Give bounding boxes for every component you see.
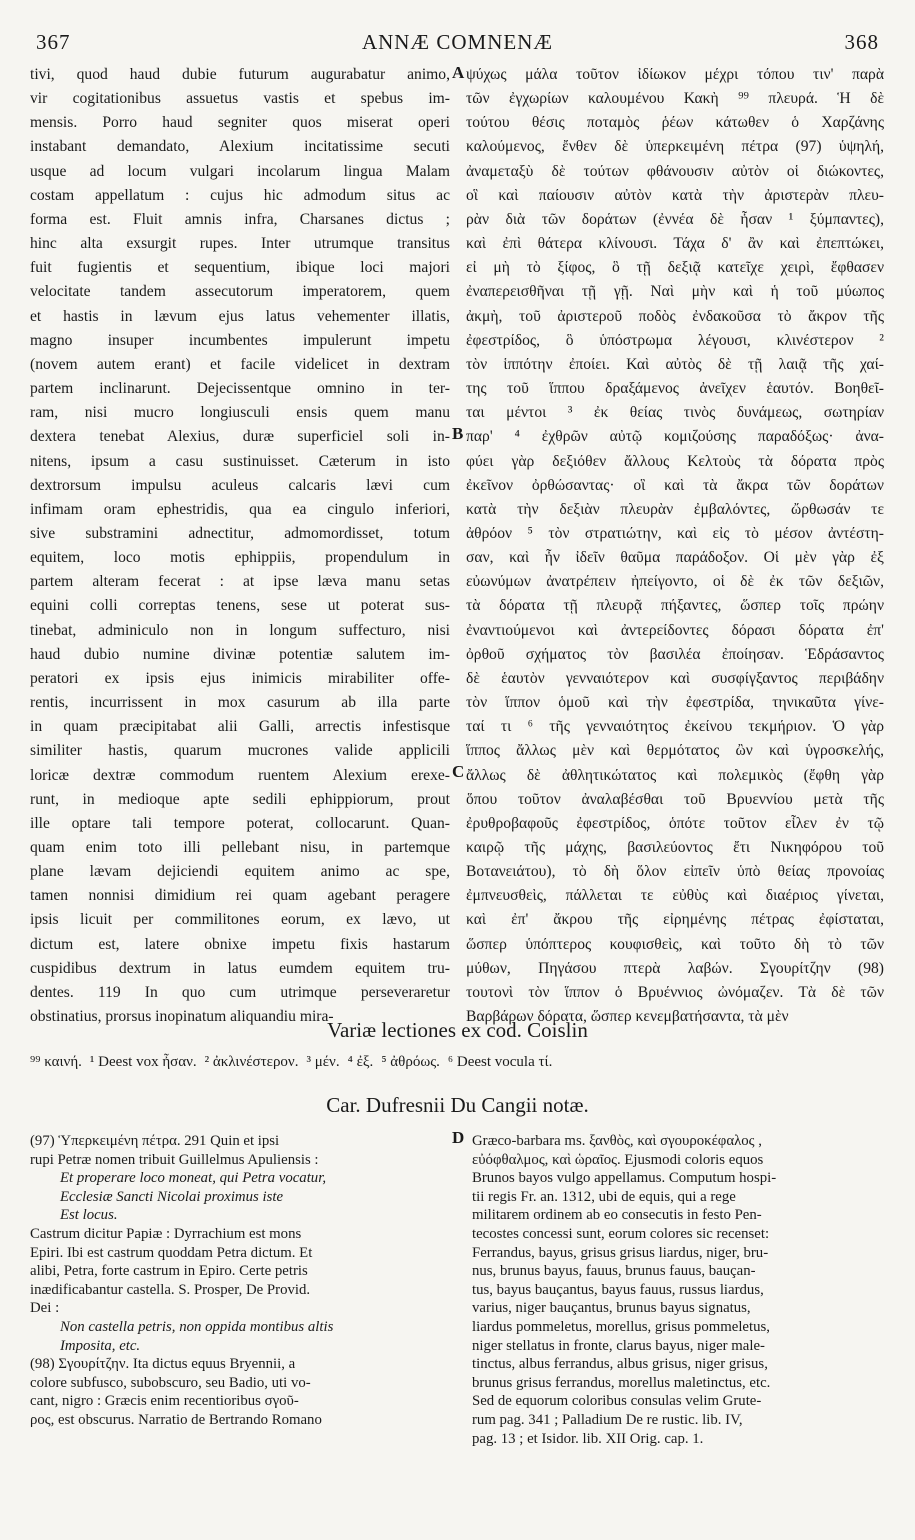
variant-reading: ⁴ ἐξ.: [347, 1054, 374, 1070]
latin-text-line: usque ad locum vulgari incolarum lingua Malam: [30, 162, 450, 180]
greek-text-line: ἀναμεταξὺ δὲ τούτων φθάνουσιν αὐτὸν οἱ διώκοντες,: [466, 162, 884, 180]
greek-text-line: φύει γὰρ δεξιόθεν ἄλλους Κελτοὺς τὰ δόρατα πρὸς: [466, 452, 884, 470]
greek-text-line: ὅπου τοῦτον ἀναλαβέσθαι τοῦ Βρυεννίου μετὰ τῆς: [466, 790, 884, 808]
latin-text-line: hinc alta exsurgit rupes. Inter utrumque transitus: [30, 235, 450, 253]
greek-text-line: Βοτανειάτου), τὸ δὴ ὅλον εἰπεῖν ὑπὸ θείας προνοίας: [466, 863, 884, 881]
note-line: niger stellatus in fronte, clarus bayus, niger male-: [472, 1337, 765, 1354]
greek-text-line: ἄλλως δὲ ἀθλητικώτατος καὶ πολεμικὸς (ἔφθη γὰρ: [466, 766, 884, 784]
note-line: Castrum dicitur Papiæ : Dyrrachium est mons: [30, 1225, 302, 1242]
greek-text-line: ται μέντοι ³ ἐκ θείας τινὸς δυνάμεως, σωτηρίαν: [466, 404, 884, 422]
latin-text-line: ipsis licuit per commilitones eorum, ex lævo, ut: [30, 911, 450, 929]
greek-text-line: τῶν ἐγχωρίων καλουμένου Κακὴ ⁹⁹ πλευρά. Ἡ δὲ: [466, 90, 884, 108]
greek-text-line: ἀθρόον ⁵ τὸν στρατιώτην, καὶ εἰς τὸ μέσον ἀντέστη-: [466, 524, 884, 542]
note-line: rupi Petræ nomen tribuit Guillelmus Apuliensis :: [30, 1151, 319, 1168]
latin-text-line: nitens, ipsum a casu sustinuisset. Cæterum in isto: [30, 452, 450, 470]
latin-text-line: tinebat, adminiculo non in longum suffecturo, nisi: [30, 621, 450, 639]
latin-text-line: et hastis in lævum ejus latus vehementer illatis,: [30, 307, 450, 325]
latin-text-column: [30, 63, 450, 1029]
note-line: (98) Σγουρίτζην. Ita dictus equus Bryennii, a: [30, 1356, 296, 1373]
latin-text-line: equini colli correptas tenens, sese ut poterat sus-: [30, 597, 450, 615]
greek-text-line: καὶ ἐπὶ θάτερα κλίνουσι. Τάχα δ' ἂν καὶ ἐπεπτώκει,: [466, 235, 884, 253]
greek-text-line: ταί τι ⁶ τῆς γενναιότητος ἐκείνου τεκμήριον. Ὁ γὰρ: [466, 718, 884, 736]
running-header: [36, 30, 879, 56]
page-number-right: 368: [844, 30, 879, 54]
greek-text-line: παρ' ⁴ ἐχθρῶν αὐτῷ κομιζούσης παραδόξως· ἀνα-: [466, 428, 884, 446]
note-line: tii regis Fr. an. 1312, ubi de equis, qui a rege: [472, 1188, 736, 1205]
latin-text-line: velocitate tandem assecutorum imperatorem, quem: [30, 283, 450, 301]
notes-left-column: [30, 1132, 448, 1430]
greek-text-line: ἐφεστρίδος, ὃ ὑπόστρωμα λέγουσι, κλινέστερον ²: [466, 331, 884, 349]
greek-text-line: ψύχως μάλα τοῦτον ἰδίωκον μέχρι τόπου τιν' παρὰ: [466, 66, 884, 83]
latin-text-line: rentis, incurrissent in mox casurum ab illa parte: [30, 694, 450, 712]
note-line: colore subfusco, subobscuro, seu Badio, uti vo-: [30, 1374, 311, 1391]
latin-text-line: runt, in medioque apte sedili ephippiorum, prout: [30, 790, 450, 808]
greek-text-line: ἐρυθροβαφοῦς ἐφεστρίδος, ὁπότε τοῦτον εἷλεν ἐν τῷ: [466, 814, 884, 832]
greek-text-column: [466, 63, 884, 1029]
variant-reading: ⁶ Deest vocula τί.: [447, 1054, 553, 1070]
variant-reading: ⁹⁹ καινή.: [30, 1054, 82, 1070]
latin-text-line: dentes. 119 In quo cum utrimque perseveraretur: [30, 983, 450, 1001]
note-line: Epiri. Ibi est castrum quoddam Petra dictum. Et: [30, 1244, 313, 1261]
greek-text-line: τὸν ἵππον ὁμοῦ καὶ τὴν ἐφεστρίδα, τηνικαῦτα γίνε-: [466, 694, 884, 712]
margin-marker-a: A: [452, 63, 465, 82]
latin-text-line: dictum est, latere obnixe impetu fixis hastarum: [30, 935, 450, 953]
note-line: nus, brunus bayus, fauus, brunus fauus, bauçan-: [472, 1263, 756, 1280]
latin-text-line: magno insuper incumbentes impulerunt impetu: [30, 331, 450, 349]
greek-text-line: καὶ ἐπ' ἄκρου τῆς εἰρημένης πέτρας ἐφίσταται,: [466, 911, 884, 929]
latin-text-line: partem alteram fecerat : at ipse læva manu setas: [30, 573, 450, 591]
greek-text-line: ἐκεῖνον ὀρθώσαντας· οἳ καὶ τὰ ἄκρα τῶν δοράτων: [466, 476, 884, 494]
latin-text-line: ram, nisi mucro longiusculi ensis quem manu: [30, 404, 450, 422]
note-line: Ecclesiæ Sancti Nicolai proximus iste: [60, 1188, 284, 1205]
note-line: pag. 13 ; et Isidor. lib. XII Orig. cap. 1.: [472, 1430, 704, 1447]
latin-text-line: costam appellatum : cujus hic admodum situs ac: [30, 186, 450, 204]
latin-text-line: obstinatius, prorsus inopinatum aliquandiu mira-: [30, 1008, 334, 1026]
greek-text-line: της τοῦ ἵππου δραξάμενος ἀνεῖχεν ἑαυτόν. Βοηθεῖ-: [466, 380, 884, 398]
margin-marker-d: D: [452, 1128, 465, 1147]
latin-text-line: (novem autem erant) et facile videlicet in dextram: [30, 355, 450, 373]
note-line: Est locus.: [60, 1207, 118, 1224]
note-line: (97) Ὑπερκειμένη πέτρα. 291 Quin et ipsi: [30, 1133, 280, 1149]
latin-text-line: dextera tenebat Alexius, duræ superficiel soli in-: [30, 428, 450, 446]
latin-text-line: loricæ dextræ commodum ruentem Alexium erexe-: [30, 766, 450, 784]
margin-marker-b: B: [452, 424, 464, 443]
latin-text-line: instabant demandato, Alexium incitatissime secuti: [30, 138, 450, 156]
note-line: tinctus, albus ferrandus, albus grisus, niger grisus,: [472, 1356, 768, 1373]
latin-text-line: tamen nonnisi dimidium rei quam agebant peragere: [30, 887, 450, 905]
notes-right-column: [472, 1132, 884, 1448]
latin-text-line: similiter hastis, quarum mucrones valide applicili: [30, 742, 450, 760]
greek-text-line: τούτου θέσις ποταμὸς ῥέων κάτωθεν ὁ Χαρζάνης: [466, 114, 884, 132]
latin-text-line: ille optare tali tempore poterat, collocarunt. Quan-: [30, 814, 450, 832]
latin-text-line: haud dubio numine divinæ potentiæ salutem im-: [30, 645, 450, 663]
page-number-left: 367: [36, 30, 71, 54]
greek-text-line: καλούμενος, ἔνθεν δὲ ὑπερκειμένη πέτρα (97) ὑψηλή,: [466, 138, 884, 156]
latin-text-line: dextrorsum impulsu aculeus calcaris lævi cum: [30, 476, 450, 494]
variant-reading: ³ μέν.: [306, 1054, 340, 1070]
latin-text-line: infimam oram ephestridis, qua ea cingulo inferiori,: [30, 500, 450, 518]
latin-text-line: vir cogitationibus assuetus vastis et spebus im-: [30, 90, 450, 108]
variae-lectiones-title: Variæ lectiones ex cod. Coislin: [327, 1018, 588, 1042]
latin-text-line: plane lævam dejiciendi equitem animo ac spe,: [30, 863, 450, 881]
greek-text-line: τὰ δόρατα τῇ πλευρᾷ πήξαντες, ὥσπερ τοῖς πρώην: [466, 597, 884, 615]
greek-text-line: καιρῷ τῆς μάχης, βασιλεύοντος ἔτι Νικηφόρου τοῦ: [466, 839, 884, 856]
note-line: varius, niger bauçantus, brunus bayus signatus,: [472, 1300, 751, 1317]
variae-lectiones-line: [30, 1054, 890, 1071]
greek-text-line: ἐναντιούμενοι καὶ ἀντερείδοντες δόρασι δόρατα ἐπ': [466, 621, 884, 639]
latin-text-line: tivi, quod haud dubie futurum augurabatur animo,: [30, 66, 450, 83]
latin-text-line: mensis. Porro haud segniter quos miserat operi: [30, 114, 450, 132]
variant-reading: ⁵ ἀθρόως.: [381, 1054, 440, 1070]
variant-reading: ¹ Deest vox ἦσαν.: [89, 1054, 197, 1070]
note-line: cant, nigro : Græcis enim recentioribus σγοῦ-: [30, 1393, 299, 1410]
greek-text-line: δὲ ἑαυτὸν γενναιότερον καὶ συσφίγξαντος περιβάδην: [466, 669, 884, 687]
greek-text-line: ἐναπερεισθῆναι τῇ γῇ. Ναὶ μὴν καὶ ἡ τοῦ μύωπος: [466, 283, 884, 301]
note-line: Sed de equorum coloribus consulas velim Grute-: [472, 1393, 762, 1410]
latin-text-line: in quam præcipitabat alii Galli, arrectis infestisque: [30, 718, 450, 736]
note-line: alibi, Petra, forte castrum in Epiro. Certe petris: [30, 1263, 308, 1280]
note-line: tecostes concessi sunt, eorum colores sic recenset:: [472, 1225, 770, 1242]
greek-text-line: κατὰ τὴν δεξιὰν πλευρὰν ἐμβαλόντες, ὤρθωσάν τε: [466, 500, 884, 518]
note-line: Non castella petris, non oppida montibus altis: [60, 1318, 334, 1335]
greek-text-line: ὀρθοῦ σχήματος τὸν βασιλέα ἐποίησαν. Ἑδράσαντος: [466, 645, 884, 663]
greek-text-line: τουτονὶ τὸν ἵππον ὁ Βρυέννιος ὠνόμαζεν. Τὰ δὲ τῶν: [466, 983, 884, 1001]
greek-text-line: εἰ μὴ τὸ ξίφος, ὃ τῇ δεξιᾷ κατεῖχε χειρὶ, ἔφθασεν: [466, 259, 884, 277]
note-line: tus, bayus bauçantus, bayus fauus, russus liardus,: [472, 1281, 764, 1298]
greek-text-line: Βαρβάρων δόρατα, ὥσπερ κενεμβατήσαντα, τὰ μὲν: [466, 1008, 789, 1026]
note-line: liardus pommeletus, morellus, grisus pommeletus,: [472, 1318, 770, 1335]
greek-text-line: ἀκμὴ, τοῦ ἀριστεροῦ ποδὸς ἐνδακοῦσα τὸ ἄκρον τῆς: [466, 307, 884, 325]
greek-text-line: ρὰν διὰ τῶν δοράτων (ἐννέα δὲ ἦσαν ¹ ξύμπαντες),: [466, 210, 884, 228]
latin-text-line: quam enim toto illi pellebant nisu, in partemque: [30, 839, 450, 856]
greek-text-line: ἐμπνευσθεὶς, πάλλεται τε εὐθὺς καὶ διαέριος γίνεται,: [466, 887, 884, 905]
latin-text-line: sive substramini adnectitur, admomordisset, totum: [30, 524, 450, 542]
greek-text-line: εὐωνύμων ἀνατρέπειν ἠπείγοντο, οἱ δὲ ἐκ τῶν δεξιῶν,: [466, 573, 884, 591]
greek-text-line: σαν, καὶ ἦν ἰδεῖν θαῦμα παράδοξον. Οἱ μὲν γὰρ ἐξ: [466, 549, 884, 567]
latin-text-line: equitem, loco motis ephippiis, propendulum in: [30, 549, 450, 567]
running-title: ANNÆ COMNENÆ: [361, 30, 554, 54]
latin-text-line: forma est. Fluit amnis infra, Charsanes dictus ;: [30, 210, 450, 228]
variant-reading: ² ἀκλινέστερον.: [204, 1054, 299, 1070]
greek-text-line: ἵππος ἄλλως μὲν καὶ θερμότατος ὢν καὶ ὑγροσκελής,: [466, 742, 884, 760]
note-line: εὐόφθαλμος, καὶ ὡραῖος. Ejusmodi coloris equos: [472, 1151, 764, 1168]
latin-text-line: fuit fugientis et sequentium, ibique loci majori: [30, 259, 450, 277]
note-line: Græco-barbara ms. ξανθὸς, καὶ σγουροκέφαλος ,: [472, 1133, 762, 1149]
notes-title: Car. Dufresnii Du Cangii notæ.: [326, 1093, 589, 1117]
latin-text-line: partem inclinarunt. Dejecissentque omnino in ter-: [30, 380, 450, 398]
note-line: Ferrandus, bayus, grisus grisus liardus, niger, bru-: [472, 1244, 769, 1261]
greek-text-line: οἳ καὶ παίουσιν αὐτὸν κατὰ τὴν ἀριστερὰν πλευ-: [466, 186, 884, 204]
note-line: Et properare loco moneat, qui Petra vocatur,: [60, 1170, 327, 1187]
note-line: Imposita, etc.: [60, 1337, 141, 1354]
latin-text-line: cuspidibus dextrum in latus eumdem equitem tru-: [30, 959, 450, 977]
greek-text-line: ὥσπερ ὑπόπτερος κουφισθεὶς, καὶ τοῦτο δὴ τὸ τῶν: [466, 935, 884, 953]
note-line: militarem ordinem ab eo consecutis in festo Pen-: [472, 1207, 762, 1224]
note-line: ρος, est obscurus. Narratio de Bertrando Romano: [30, 1411, 322, 1428]
greek-text-line: τὸν ἱππότην ἐποίει. Καὶ αὐτὸς δὲ τῇ λαιᾷ τῆς χαί-: [466, 355, 884, 373]
note-line: rum pag. 341 ; Palladium De re rustic. lib. IV,: [472, 1411, 743, 1428]
note-line: inædificabantur castella. S. Prosper, De Provid.: [30, 1281, 311, 1298]
note-line: Dei :: [30, 1300, 60, 1317]
note-line: Brunos bayos vulgo appellamus. Computum hospi-: [472, 1170, 777, 1187]
latin-text-line: peratori ex ipsis ejus inimicis mirabiliter offe-: [30, 669, 450, 687]
note-line: brunus grisus ferrandus, morellus maletinctus, etc.: [472, 1374, 771, 1391]
margin-marker-c: C: [452, 762, 465, 781]
greek-text-line: μύθων, Πηγάσου πτερὰ λαβών. Σγουρίτζην (98): [466, 959, 884, 977]
